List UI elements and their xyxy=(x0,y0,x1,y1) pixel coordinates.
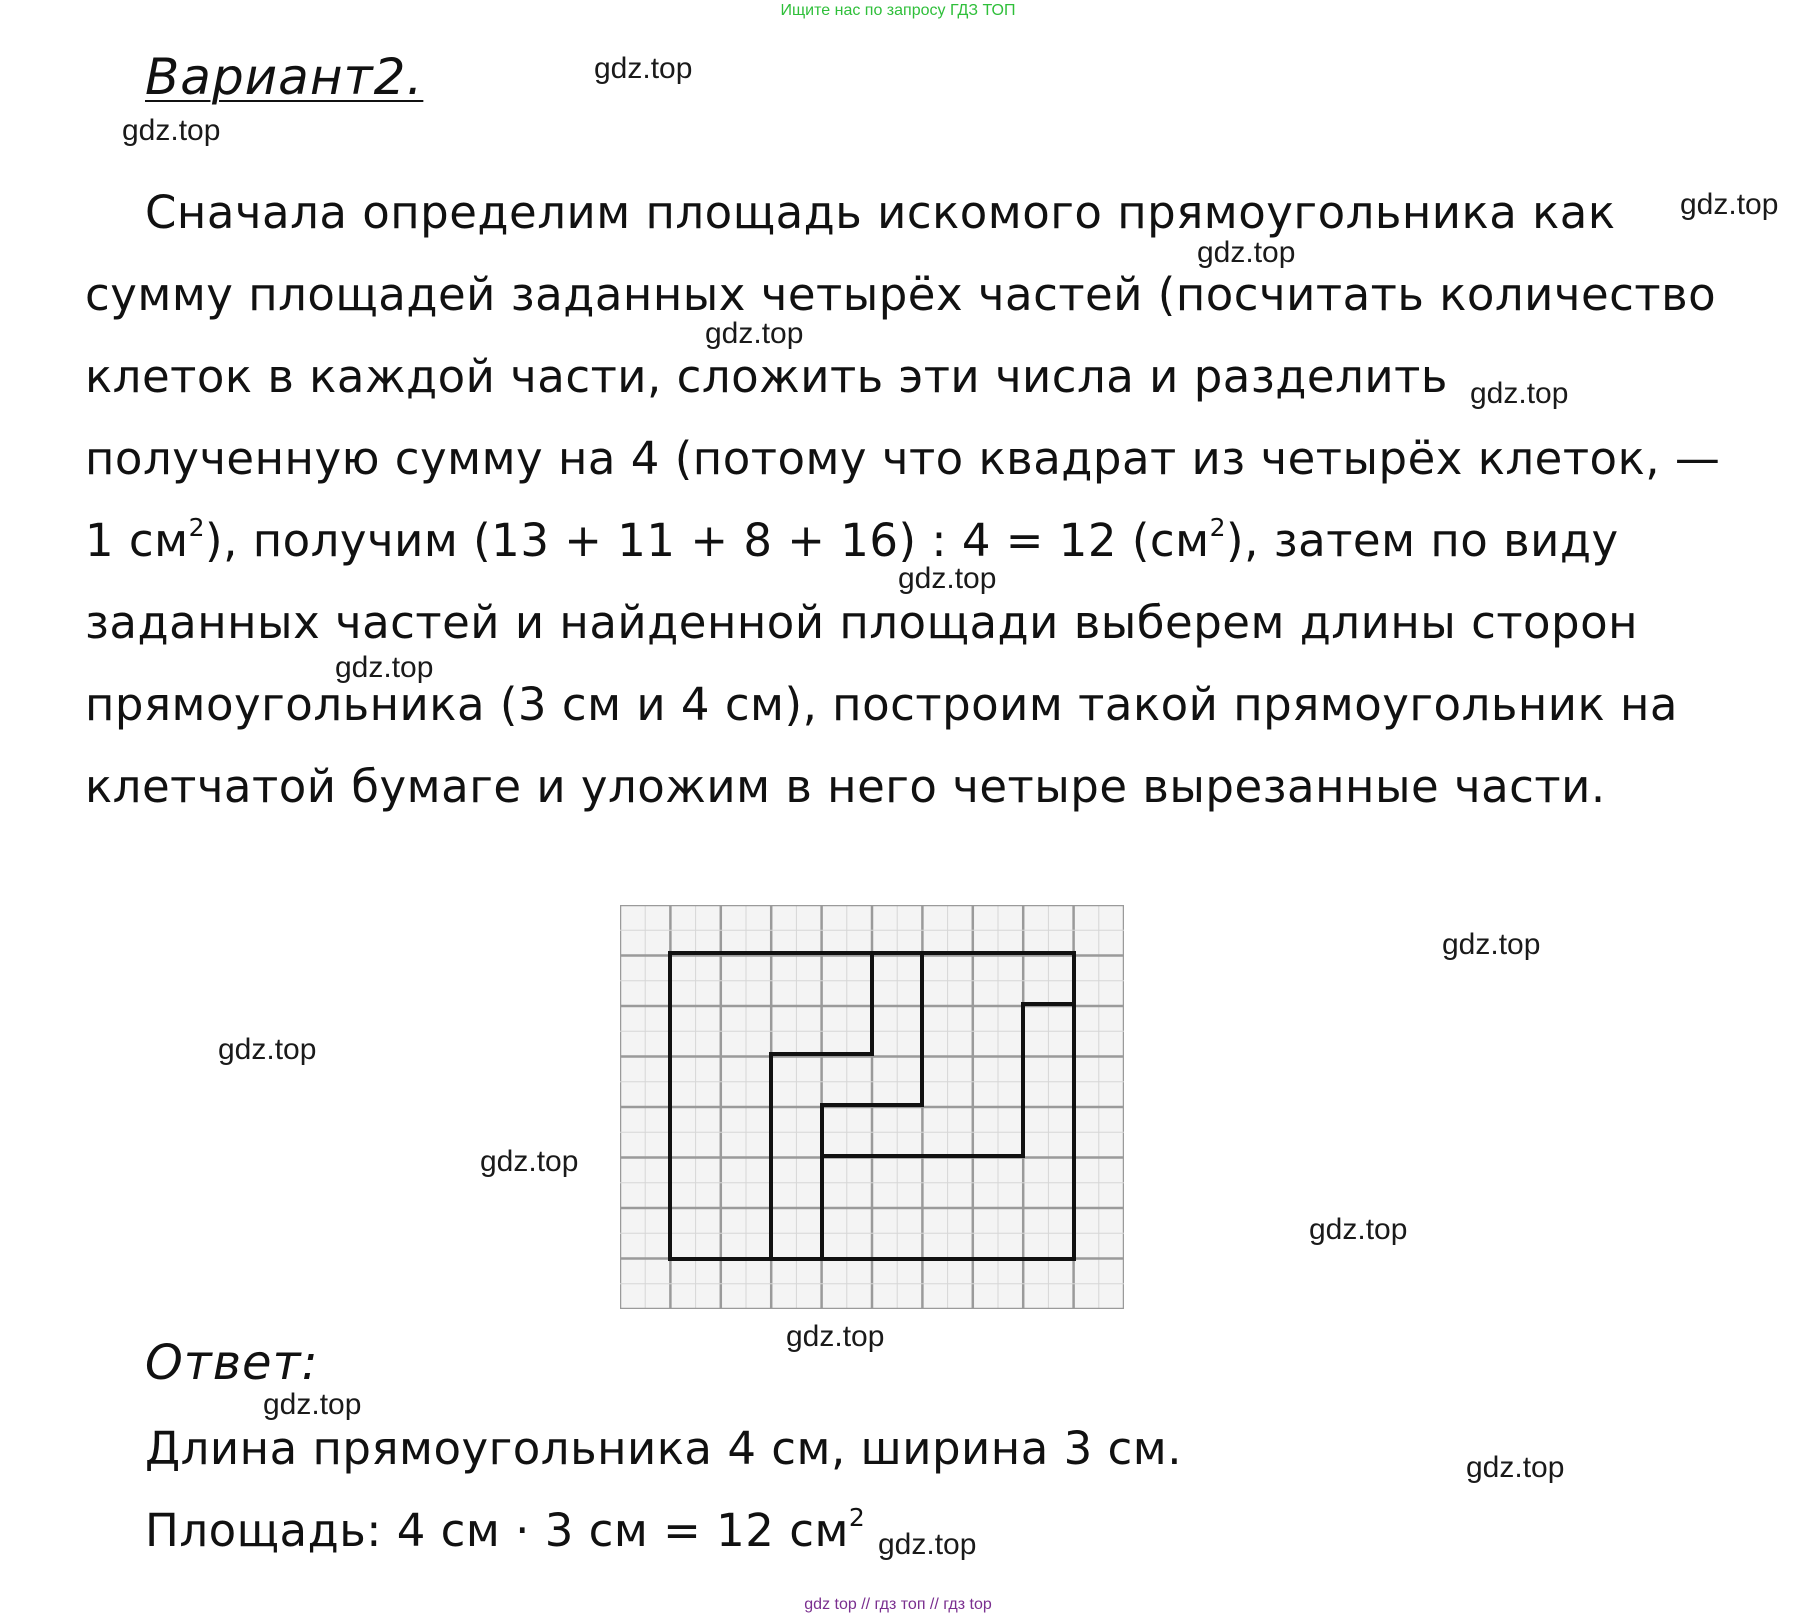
watermark: gdz.top xyxy=(1680,188,1779,221)
watermark: gdz.top xyxy=(1442,928,1541,961)
paragraph-line-3: клеток в каждой части, сложить эти числа и разделить xyxy=(85,350,1448,403)
paragraph-line-5 xyxy=(85,513,1619,567)
answer-heading: Ответ: xyxy=(145,1335,319,1391)
watermark: gdz.top xyxy=(898,562,997,595)
grid-figure xyxy=(620,905,1124,1309)
watermark: gdz.top xyxy=(1470,377,1569,410)
paragraph-line-7: прямоугольника (3 см и 4 см), построим такой прямоугольник на xyxy=(85,678,1678,731)
watermark: gdz.top xyxy=(122,114,221,147)
watermark: gdz.top xyxy=(594,52,693,85)
watermark: gdz.top xyxy=(335,651,434,684)
paragraph-line-5-part-c: ), затем по виду xyxy=(1226,514,1619,567)
watermark: gdz.top xyxy=(705,317,804,350)
paragraph-line-5-part-b: ), получим (13 + 11 + 8 + 16) : 4 = 12 (см xyxy=(205,514,1210,567)
superscript: 2 xyxy=(1209,513,1227,542)
watermark: gdz.top xyxy=(1197,236,1296,269)
watermark: gdz.top xyxy=(878,1528,977,1561)
paragraph-line-6: заданных частей и найденной площади выберем длины сторон xyxy=(85,596,1639,649)
top-banner: Ищите нас по запросу ГДЗ ТОП xyxy=(780,2,1016,19)
footer: gdz top // гдз топ // гдз top xyxy=(804,1596,992,1613)
watermark: gdz.top xyxy=(263,1388,362,1421)
paragraph-line-2: сумму площадей заданных четырёх частей (посчитать количество xyxy=(85,268,1717,321)
superscript: 2 xyxy=(188,513,206,542)
paragraph-line-5-part-a: 1 см xyxy=(85,514,189,567)
paragraph-line-4: полученную сумму на 4 (потому что квадрат из четырёх клеток, — xyxy=(85,432,1721,485)
answer-line-1: Длина прямоугольника 4 см, ширина 3 см. xyxy=(145,1422,1183,1475)
watermark: gdz.top xyxy=(1466,1451,1565,1484)
answer-line-2-text: Площадь: 4 см · 3 см = 12 см xyxy=(145,1504,849,1557)
page-title: Вариант2. xyxy=(145,48,424,106)
answer-line-2 xyxy=(145,1503,866,1557)
watermark: gdz.top xyxy=(1309,1213,1408,1246)
paragraph-line-1: Сначала определим площадь искомого прямоугольника как xyxy=(145,186,1616,239)
watermark: gdz.top xyxy=(480,1145,579,1178)
watermark: gdz.top xyxy=(786,1320,885,1353)
superscript: 2 xyxy=(848,1503,866,1532)
paragraph-line-8: клетчатой бумаге и уложим в него четыре вырезанные части. xyxy=(85,760,1606,813)
watermark: gdz.top xyxy=(218,1033,317,1066)
